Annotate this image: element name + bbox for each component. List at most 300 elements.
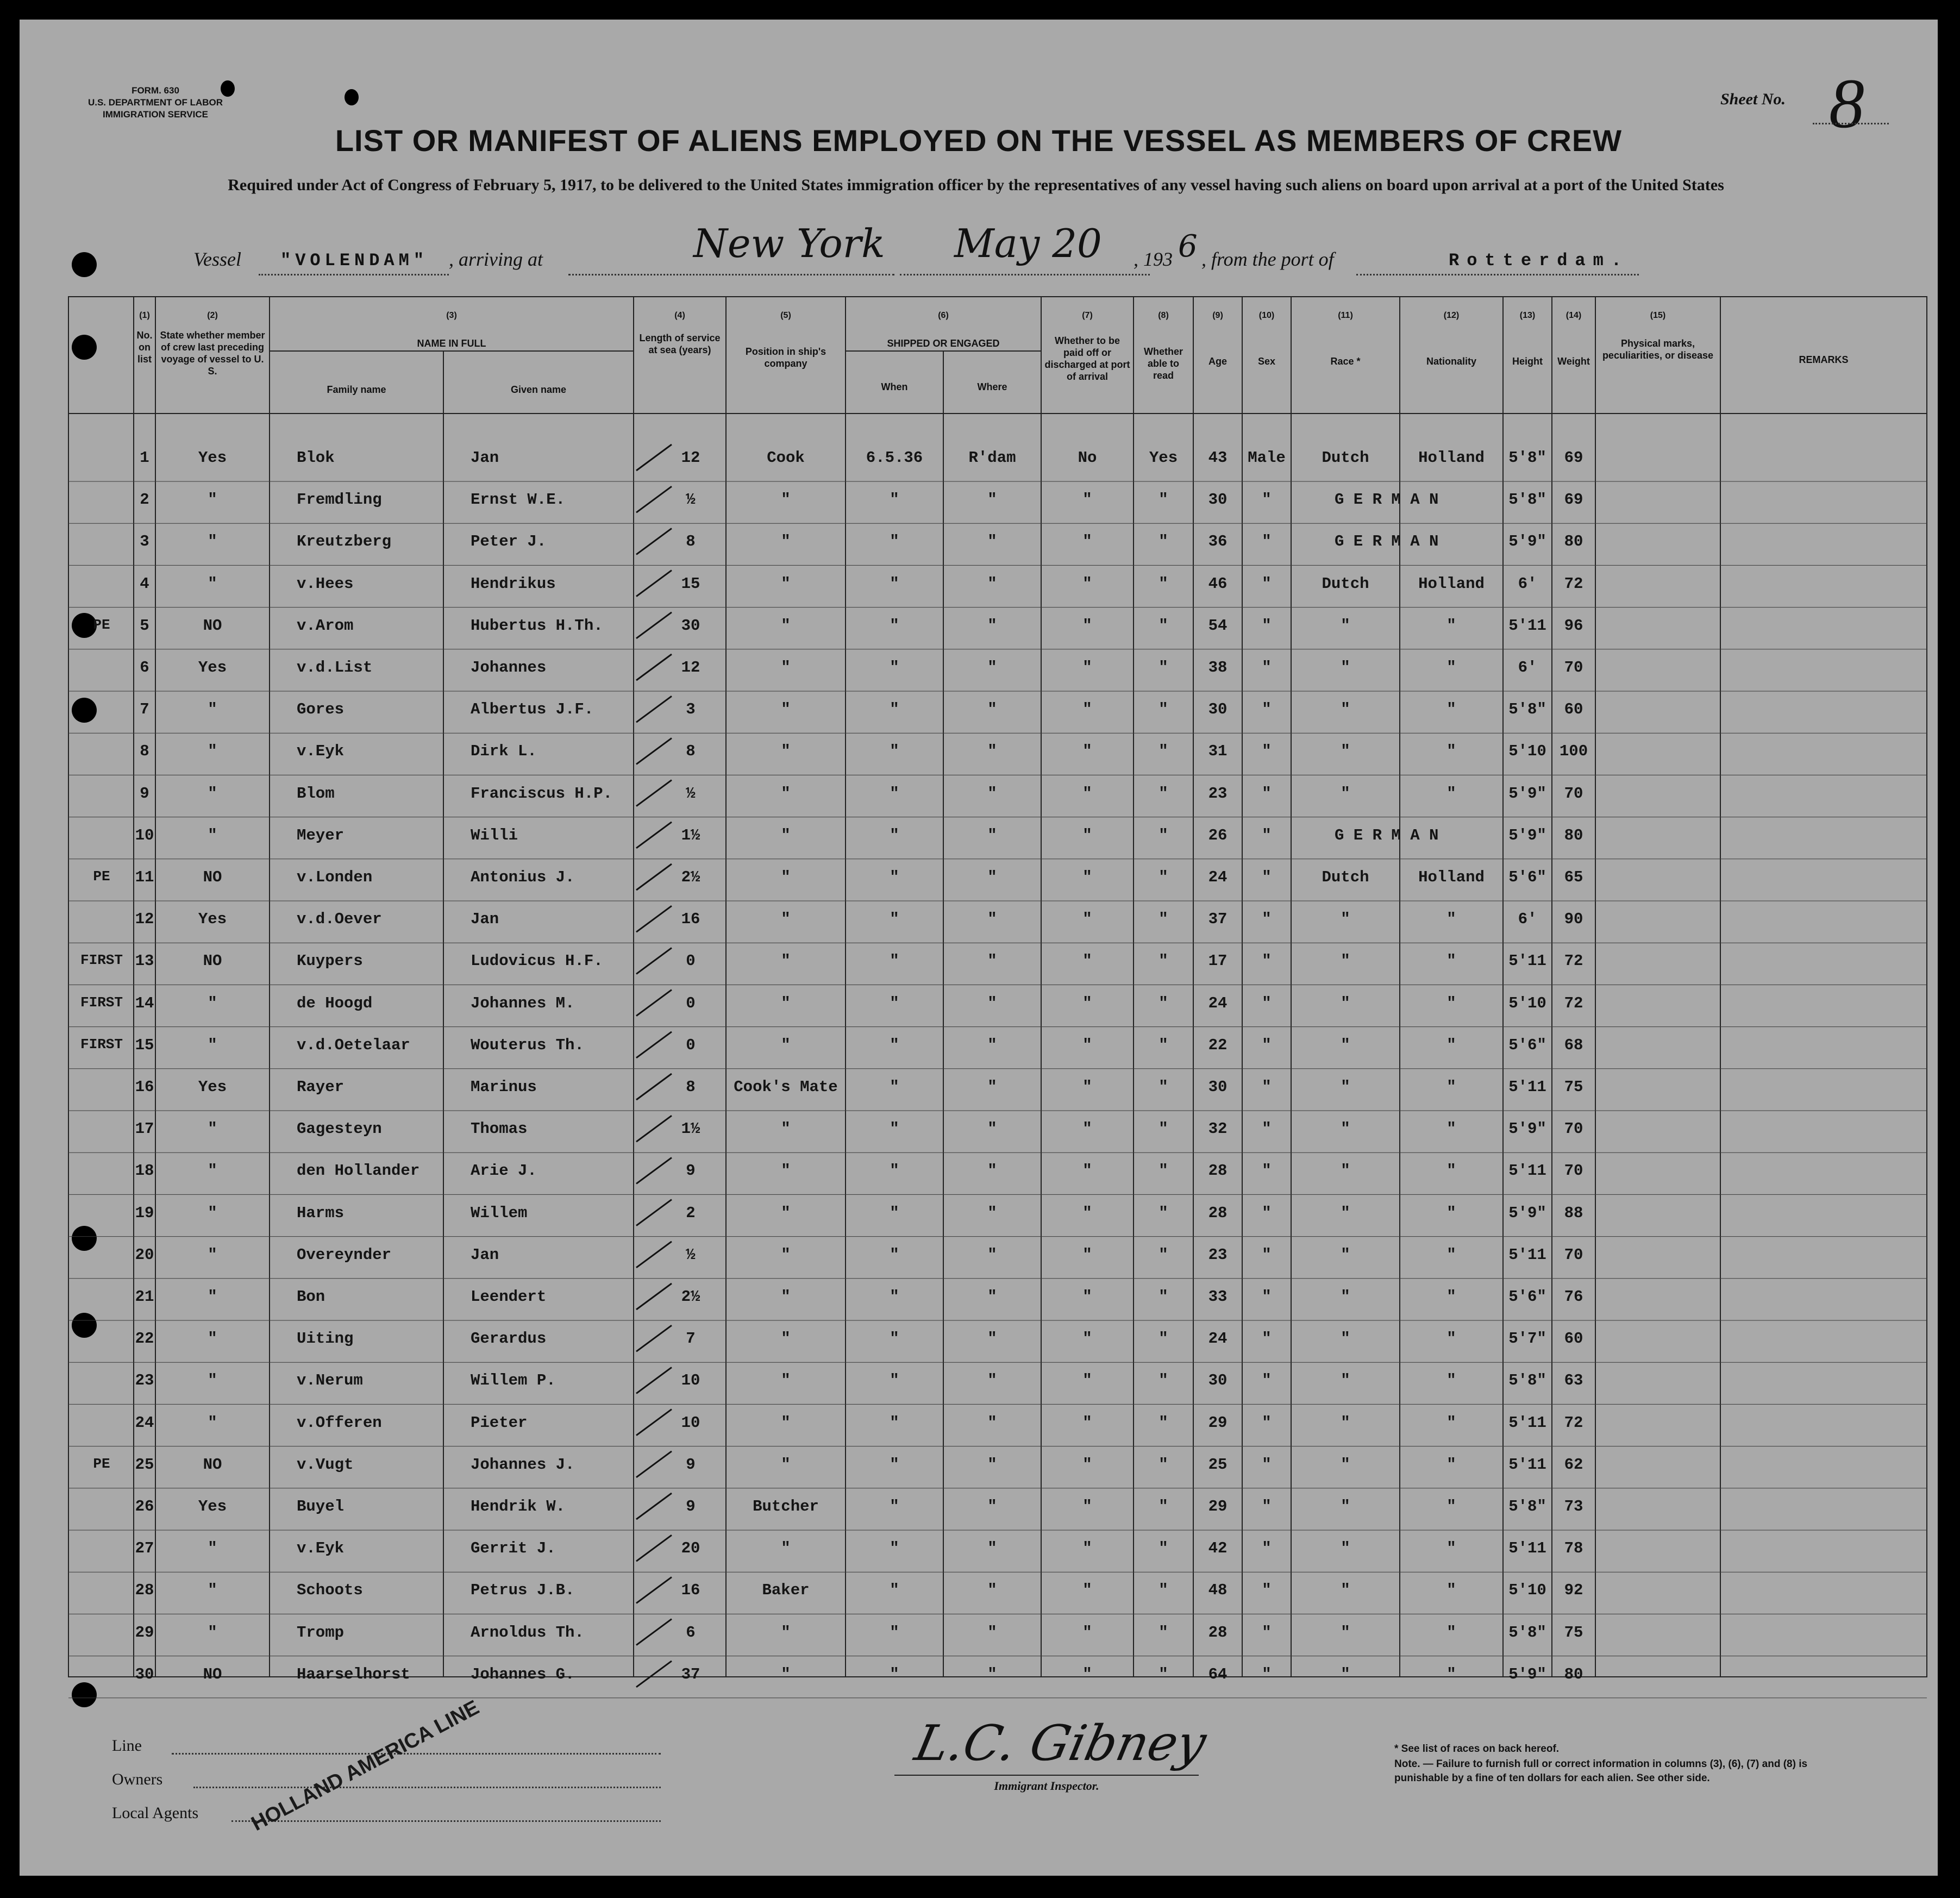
row-family-name: v.Eyk bbox=[297, 1539, 345, 1558]
row-sex: " bbox=[1262, 491, 1272, 509]
row-given-name: Willem P. bbox=[471, 1371, 556, 1390]
row-position: " bbox=[781, 1036, 791, 1054]
row-sex: " bbox=[1262, 1413, 1272, 1432]
row-number: 10 bbox=[135, 826, 154, 844]
row-when-engaged: " bbox=[890, 1204, 899, 1222]
row-height: 5'6" bbox=[1508, 1288, 1546, 1306]
row-sex: " bbox=[1262, 1078, 1272, 1096]
row-paid-off: " bbox=[1082, 574, 1092, 593]
row-given-name: Ernst W.E. bbox=[471, 491, 566, 509]
row-weight: 100 bbox=[1559, 742, 1588, 761]
row-previous-voyage: " bbox=[208, 700, 217, 719]
header-family-name: Family name bbox=[327, 384, 386, 395]
row-able-to-read: " bbox=[1159, 1120, 1168, 1138]
row-length-of-service: 8 bbox=[686, 1078, 696, 1096]
row-family-name: Rayer bbox=[297, 1078, 345, 1096]
row-number: 16 bbox=[135, 1078, 154, 1096]
row-given-name: Ludovicus H.F. bbox=[471, 952, 603, 970]
row-where-engaged: " bbox=[987, 1078, 997, 1096]
row-previous-voyage: " bbox=[208, 1413, 217, 1432]
row-able-to-read: " bbox=[1159, 491, 1168, 509]
row-weight: 69 bbox=[1564, 491, 1583, 509]
row-previous-voyage: NO bbox=[203, 952, 222, 970]
row-position: Cook bbox=[767, 449, 805, 467]
row-race: " bbox=[1341, 1078, 1350, 1096]
row-able-to-read: " bbox=[1159, 1581, 1168, 1600]
row-length-of-service: 10 bbox=[681, 1371, 700, 1390]
row-family-name: den Hollander bbox=[297, 1162, 420, 1180]
row-length-of-service: 6 bbox=[686, 1623, 696, 1642]
owners-label: Owners bbox=[112, 1770, 163, 1788]
row-able-to-read: " bbox=[1159, 1498, 1168, 1515]
row-previous-voyage: Yes bbox=[198, 1078, 227, 1096]
header-nationality: Nationality bbox=[1426, 356, 1476, 367]
row-sex: " bbox=[1262, 1330, 1272, 1348]
row-given-name: Arie J. bbox=[471, 1162, 537, 1180]
row-position: " bbox=[781, 659, 791, 676]
row-length-of-service: ½ bbox=[686, 491, 696, 509]
row-age: 54 bbox=[1208, 616, 1228, 635]
from-label: , from the port of bbox=[1201, 248, 1334, 270]
header-name: NAME IN FULL bbox=[417, 338, 486, 349]
row-previous-voyage: Yes bbox=[198, 659, 227, 676]
header-remarks: REMARKS bbox=[1799, 354, 1849, 365]
row-family-name: Kuypers bbox=[297, 952, 363, 970]
row-able-to-read: " bbox=[1159, 1245, 1168, 1264]
row-sex: " bbox=[1262, 868, 1272, 886]
row-position: " bbox=[781, 952, 791, 970]
header-height: Height bbox=[1512, 356, 1543, 367]
row-given-name: Leendert bbox=[471, 1288, 547, 1306]
row-race: " bbox=[1341, 994, 1350, 1012]
row-when-engaged: " bbox=[890, 826, 899, 844]
row-sex: " bbox=[1262, 952, 1272, 970]
row-race: G E R M A N bbox=[1335, 491, 1439, 509]
row-age: 30 bbox=[1208, 491, 1228, 509]
row-position: Baker bbox=[762, 1581, 810, 1600]
row-previous-voyage: " bbox=[208, 533, 217, 551]
row-race: " bbox=[1341, 1455, 1350, 1474]
header-read: Whether able to read bbox=[1144, 346, 1183, 381]
row-height: 5'8" bbox=[1508, 1498, 1546, 1515]
row-weight: 80 bbox=[1564, 826, 1583, 844]
row-where-engaged: " bbox=[987, 784, 997, 803]
row-weight: 72 bbox=[1564, 952, 1583, 970]
row-paid-off: " bbox=[1082, 700, 1092, 719]
row-when-engaged: " bbox=[890, 616, 899, 635]
row-weight: 68 bbox=[1564, 1036, 1583, 1054]
row-where-engaged: " bbox=[987, 868, 997, 886]
row-age: 36 bbox=[1208, 533, 1228, 551]
row-margin-note: PE bbox=[93, 868, 110, 885]
row-race: " bbox=[1341, 1245, 1350, 1264]
row-position: " bbox=[781, 826, 791, 844]
row-able-to-read: " bbox=[1159, 1078, 1168, 1096]
row-position: Cook's Mate bbox=[734, 1078, 838, 1096]
row-when-engaged: " bbox=[890, 1162, 899, 1180]
row-number: 25 bbox=[135, 1455, 154, 1474]
row-given-name: Jan bbox=[471, 1245, 499, 1264]
row-weight: 60 bbox=[1564, 1330, 1583, 1348]
header-age: Age bbox=[1208, 356, 1227, 367]
row-height: 5'11 bbox=[1508, 1078, 1546, 1096]
header-physical-marks: Physical marks, peculiarities, or disease bbox=[1602, 338, 1714, 361]
row-weight: 72 bbox=[1564, 574, 1583, 593]
row-height: 6' bbox=[1518, 659, 1537, 676]
row-sex: " bbox=[1262, 1288, 1272, 1306]
row-family-name: Kreutzberg bbox=[297, 533, 392, 551]
row-weight: 60 bbox=[1564, 700, 1583, 719]
row-nationality: " bbox=[1446, 784, 1456, 803]
row-age: 23 bbox=[1208, 1245, 1228, 1264]
row-height: 5'9" bbox=[1508, 826, 1546, 844]
row-nationality: " bbox=[1446, 1623, 1456, 1642]
row-paid-off: " bbox=[1082, 1036, 1092, 1054]
row-paid-off: " bbox=[1082, 1204, 1092, 1222]
row-family-name: Gagesteyn bbox=[297, 1120, 382, 1138]
row-where-engaged: " bbox=[987, 1330, 997, 1348]
row-sex: " bbox=[1262, 1623, 1272, 1642]
row-length-of-service: 9 bbox=[686, 1498, 696, 1515]
row-previous-voyage: " bbox=[208, 742, 217, 761]
row-height: 5'9" bbox=[1508, 533, 1546, 551]
row-race: Dutch bbox=[1322, 574, 1369, 593]
page-subtitle: Required under Act of Congress of February 5, 1917, to be delivered to the United States immigration officer by the representatives of any vessel having such aliens on board upon arrival at a port of the United States bbox=[228, 176, 1724, 194]
row-able-to-read: " bbox=[1159, 1371, 1168, 1390]
row-sex: " bbox=[1262, 1498, 1272, 1515]
row-able-to-read: " bbox=[1159, 1539, 1168, 1558]
row-able-to-read: " bbox=[1159, 533, 1168, 551]
row-previous-voyage: " bbox=[208, 1330, 217, 1348]
failure-note: Note. — Failure to furnish full or correct information in columns (3), (6), (7) and (8) is punishable by a fine of ten dollars for each alien. See other side. bbox=[1394, 1758, 1808, 1784]
row-weight: 80 bbox=[1564, 533, 1583, 551]
row-age: 25 bbox=[1208, 1455, 1228, 1474]
vessel-name: "VOLENDAM" bbox=[280, 250, 429, 271]
row-number: 14 bbox=[135, 994, 154, 1012]
row-age: 24 bbox=[1208, 1330, 1228, 1348]
row-where-engaged: " bbox=[987, 1204, 997, 1222]
row-family-name: Harms bbox=[297, 1204, 345, 1222]
row-family-name: Gores bbox=[297, 700, 345, 719]
row-height: 5'11 bbox=[1508, 1539, 1546, 1558]
row-when-engaged: " bbox=[890, 1245, 899, 1264]
row-where-engaged: " bbox=[987, 1371, 997, 1390]
row-given-name: Johannes bbox=[471, 659, 547, 676]
row-previous-voyage: NO bbox=[203, 1455, 222, 1474]
row-nationality: Holland bbox=[1418, 574, 1485, 593]
row-paid-off: " bbox=[1082, 994, 1092, 1012]
row-number: 1 bbox=[140, 449, 149, 467]
row-paid-off: " bbox=[1082, 1288, 1092, 1306]
row-where-engaged: " bbox=[987, 1036, 997, 1054]
row-nationality: " bbox=[1446, 1581, 1456, 1600]
row-height: 5'9" bbox=[1508, 784, 1546, 803]
row-height: 5'6" bbox=[1508, 1036, 1546, 1054]
row-race: " bbox=[1341, 1204, 1350, 1222]
row-given-name: Jan bbox=[471, 449, 499, 467]
col-number: (12) bbox=[1443, 311, 1460, 320]
row-where-engaged: " bbox=[987, 1581, 997, 1600]
row-sex: " bbox=[1262, 994, 1272, 1012]
row-number: 11 bbox=[135, 868, 154, 886]
row-sex: " bbox=[1262, 742, 1272, 761]
header-where: Where bbox=[977, 381, 1007, 392]
row-race: " bbox=[1341, 742, 1350, 761]
row-family-name: Blom bbox=[297, 784, 335, 803]
row-weight: 70 bbox=[1564, 1245, 1583, 1264]
row-where-engaged: " bbox=[987, 700, 997, 719]
row-position: Butcher bbox=[753, 1498, 819, 1515]
row-nationality: " bbox=[1446, 1204, 1456, 1222]
row-previous-voyage: " bbox=[208, 1288, 217, 1306]
row-nationality: " bbox=[1446, 742, 1456, 761]
row-race: " bbox=[1341, 700, 1350, 719]
row-position: " bbox=[781, 574, 791, 593]
row-age: 28 bbox=[1208, 1623, 1228, 1642]
row-length-of-service: 2½ bbox=[681, 1288, 700, 1306]
row-height: 5'8" bbox=[1508, 1623, 1546, 1642]
row-number: 21 bbox=[135, 1288, 154, 1306]
row-number: 13 bbox=[135, 952, 154, 970]
row-nationality: " bbox=[1446, 910, 1456, 929]
row-age: 23 bbox=[1208, 784, 1228, 803]
row-able-to-read: " bbox=[1159, 784, 1168, 803]
row-able-to-read: " bbox=[1159, 952, 1168, 970]
row-given-name: Albertus J.F. bbox=[471, 700, 594, 719]
row-nationality: " bbox=[1446, 1539, 1456, 1558]
row-when-engaged: " bbox=[890, 700, 899, 719]
row-age: 30 bbox=[1208, 1371, 1228, 1390]
row-age: 48 bbox=[1208, 1581, 1228, 1600]
row-age: 26 bbox=[1208, 826, 1228, 844]
row-sex: " bbox=[1262, 1162, 1272, 1180]
sheet-number-value: 8 bbox=[1829, 65, 1864, 143]
row-number: 19 bbox=[135, 1204, 154, 1222]
row-race: " bbox=[1341, 1581, 1350, 1600]
row-nationality: " bbox=[1446, 1036, 1456, 1054]
row-age: 38 bbox=[1208, 659, 1228, 676]
row-number: 27 bbox=[135, 1539, 154, 1558]
row-height: 5'11 bbox=[1508, 1245, 1546, 1264]
row-when-engaged: " bbox=[890, 1665, 899, 1683]
row-paid-off: " bbox=[1082, 1120, 1092, 1138]
header-race: Race * bbox=[1330, 356, 1361, 367]
row-given-name: Hubertus H.Th. bbox=[471, 616, 603, 635]
row-able-to-read: Yes bbox=[1149, 449, 1178, 467]
row-number: 18 bbox=[135, 1162, 154, 1180]
row-height: 5'11 bbox=[1508, 952, 1546, 970]
row-paid-off: " bbox=[1082, 533, 1092, 551]
row-length-of-service: 8 bbox=[686, 742, 696, 761]
row-where-engaged: " bbox=[987, 1623, 997, 1642]
row-margin-note: FIRST bbox=[80, 1036, 123, 1053]
row-sex: " bbox=[1262, 784, 1272, 803]
row-paid-off: " bbox=[1082, 1330, 1092, 1348]
row-race: " bbox=[1341, 1330, 1350, 1348]
row-length-of-service: 0 bbox=[686, 994, 696, 1012]
row-length-of-service: ½ bbox=[686, 784, 696, 803]
row-length-of-service: ½ bbox=[686, 1245, 696, 1264]
row-given-name: Hendrikus bbox=[471, 574, 556, 593]
row-number: 4 bbox=[140, 574, 149, 593]
row-weight: 73 bbox=[1564, 1498, 1583, 1515]
row-where-engaged: " bbox=[987, 616, 997, 635]
row-length-of-service: 12 bbox=[681, 449, 700, 467]
row-when-engaged: " bbox=[890, 1371, 899, 1390]
row-where-engaged: " bbox=[987, 742, 997, 761]
row-given-name: Arnoldus Th. bbox=[471, 1623, 584, 1642]
col-number: (14) bbox=[1566, 311, 1582, 320]
row-given-name: Willi bbox=[471, 826, 518, 844]
row-position: " bbox=[781, 1245, 791, 1264]
row-position: " bbox=[781, 742, 791, 761]
row-where-engaged: " bbox=[987, 1413, 997, 1432]
year-prefix: , 193 bbox=[1134, 248, 1173, 270]
row-previous-voyage: " bbox=[208, 574, 217, 593]
row-family-name: v.Hees bbox=[297, 574, 354, 593]
row-weight: 70 bbox=[1564, 659, 1583, 676]
row-height: 5'11 bbox=[1508, 616, 1546, 635]
row-sex: " bbox=[1262, 1539, 1272, 1558]
row-when-engaged: " bbox=[890, 1539, 899, 1558]
line-dotline bbox=[172, 1753, 661, 1755]
row-number: 7 bbox=[140, 700, 149, 719]
row-able-to-read: " bbox=[1159, 826, 1168, 844]
row-able-to-read: " bbox=[1159, 659, 1168, 676]
row-nationality: " bbox=[1446, 1078, 1456, 1096]
row-previous-voyage: NO bbox=[203, 1665, 222, 1683]
row-family-name: Buyel bbox=[297, 1498, 345, 1515]
row-sex: " bbox=[1262, 659, 1272, 676]
row-given-name: Franciscus H.P. bbox=[471, 784, 613, 803]
row-length-of-service: 2 bbox=[686, 1204, 696, 1222]
row-margin-note: PE bbox=[93, 1455, 110, 1472]
row-position: " bbox=[781, 784, 791, 803]
row-able-to-read: " bbox=[1159, 868, 1168, 886]
row-previous-voyage: " bbox=[208, 1204, 217, 1222]
row-able-to-read: " bbox=[1159, 574, 1168, 593]
row-length-of-service: 9 bbox=[686, 1162, 696, 1180]
row-where-engaged: " bbox=[987, 826, 997, 844]
row-previous-voyage: " bbox=[208, 1036, 217, 1054]
row-paid-off: " bbox=[1082, 1455, 1092, 1474]
row-weight: 72 bbox=[1564, 1413, 1583, 1432]
row-when-engaged: " bbox=[890, 533, 899, 551]
row-race: Dutch bbox=[1322, 449, 1369, 467]
row-race: " bbox=[1341, 952, 1350, 970]
row-number: 23 bbox=[135, 1371, 154, 1390]
row-nationality: " bbox=[1446, 616, 1456, 635]
row-nationality: " bbox=[1446, 1120, 1456, 1138]
col-number: (10) bbox=[1258, 311, 1275, 320]
row-paid-off: " bbox=[1082, 1581, 1092, 1600]
row-race: " bbox=[1341, 1665, 1350, 1683]
row-able-to-read: " bbox=[1159, 1330, 1168, 1348]
row-paid-off: " bbox=[1082, 1539, 1092, 1558]
row-when-engaged: " bbox=[890, 994, 899, 1012]
row-height: 5'8" bbox=[1508, 449, 1546, 467]
row-previous-voyage: NO bbox=[203, 616, 222, 635]
row-number: 2 bbox=[140, 491, 149, 509]
row-number: 9 bbox=[140, 784, 149, 803]
row-sex: " bbox=[1262, 700, 1272, 719]
row-previous-voyage: " bbox=[208, 994, 217, 1012]
row-height: 5'10 bbox=[1508, 742, 1546, 761]
page-title: LIST OR MANIFEST OF ALIENS EMPLOYED ON THE VESSEL AS MEMBERS OF CREW bbox=[335, 123, 1623, 158]
row-race: " bbox=[1341, 910, 1350, 929]
row-race: " bbox=[1341, 1162, 1350, 1180]
row-paid-off: " bbox=[1082, 868, 1092, 886]
year-suffix: 6 bbox=[1178, 229, 1198, 264]
row-race: " bbox=[1341, 1539, 1350, 1558]
row-where-engaged: " bbox=[987, 574, 997, 593]
row-where-engaged: " bbox=[987, 1498, 997, 1515]
row-age: 31 bbox=[1208, 742, 1228, 761]
row-number: 28 bbox=[135, 1581, 154, 1600]
row-family-name: Meyer bbox=[297, 826, 345, 844]
owners-dotline bbox=[193, 1787, 661, 1788]
row-given-name: Jan bbox=[471, 910, 499, 929]
arriving-port: New York bbox=[693, 221, 885, 266]
row-length-of-service: 0 bbox=[686, 952, 696, 970]
row-family-name: v.Londen bbox=[297, 868, 373, 886]
row-able-to-read: " bbox=[1159, 910, 1168, 929]
row-where-engaged: " bbox=[987, 1162, 997, 1180]
row-race: " bbox=[1341, 1371, 1350, 1390]
row-where-engaged: " bbox=[987, 1288, 997, 1306]
row-race: " bbox=[1341, 659, 1350, 676]
row-age: 43 bbox=[1208, 449, 1228, 467]
row-position: " bbox=[781, 533, 791, 551]
row-when-engaged: " bbox=[890, 910, 899, 929]
row-race: " bbox=[1341, 1036, 1350, 1054]
row-sex: " bbox=[1262, 533, 1272, 551]
row-length-of-service: 37 bbox=[681, 1665, 700, 1683]
row-paid-off: No bbox=[1078, 449, 1097, 467]
row-family-name: Blok bbox=[297, 449, 335, 467]
row-position: " bbox=[781, 1623, 791, 1642]
signature-line bbox=[894, 1775, 1199, 1776]
row-family-name: Haarselhorst bbox=[297, 1665, 410, 1683]
row-able-to-read: " bbox=[1159, 1455, 1168, 1474]
row-sex: " bbox=[1262, 826, 1272, 844]
row-previous-voyage: " bbox=[208, 1539, 217, 1558]
row-age: 28 bbox=[1208, 1162, 1228, 1180]
row-weight: 69 bbox=[1564, 449, 1583, 467]
row-where-engaged: R'dam bbox=[968, 449, 1016, 467]
row-weight: 65 bbox=[1564, 868, 1583, 886]
row-when-engaged: " bbox=[890, 1413, 899, 1432]
row-age: 42 bbox=[1208, 1539, 1228, 1558]
row-previous-voyage: " bbox=[208, 1162, 217, 1180]
row-position: " bbox=[781, 1455, 791, 1474]
sheet-number-label: Sheet No. bbox=[1720, 90, 1786, 108]
row-given-name: Gerardus bbox=[471, 1330, 547, 1348]
row-weight: 88 bbox=[1564, 1204, 1583, 1222]
row-weight: 78 bbox=[1564, 1539, 1583, 1558]
header-length: Length of service at sea (years) bbox=[639, 333, 721, 355]
row-given-name: Hendrik W. bbox=[471, 1498, 566, 1515]
row-length-of-service: 30 bbox=[681, 616, 700, 635]
row-sex: " bbox=[1262, 616, 1272, 635]
row-margin-note: PE bbox=[93, 616, 110, 633]
row-family-name: Overeynder bbox=[297, 1245, 392, 1264]
row-margin-note: FIRST bbox=[80, 952, 123, 969]
manifest-sheet bbox=[20, 20, 1938, 1876]
col-number: (13) bbox=[1519, 311, 1536, 320]
row-sex: " bbox=[1262, 910, 1272, 929]
row-age: 29 bbox=[1208, 1498, 1228, 1515]
